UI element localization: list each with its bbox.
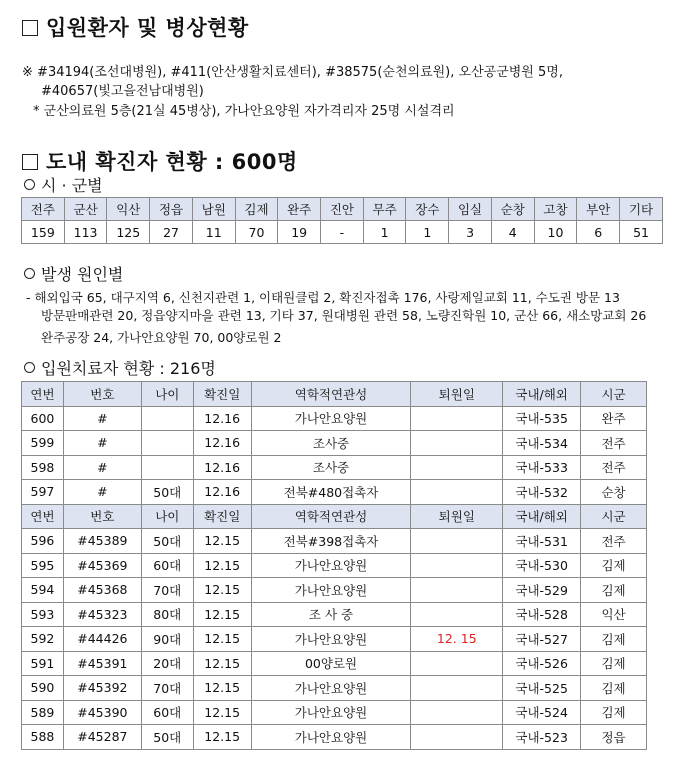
cell-age: 50대 (141, 725, 193, 750)
region-value-row (22, 221, 663, 244)
note-text: 군산의료원 5층(21실 45병상), 가나안요양원 자가격리자 25명 시설격리 (43, 104, 455, 119)
cell-id: # (63, 431, 141, 456)
section-title-confirmed (22, 146, 298, 176)
cell-age: 50대 (141, 529, 193, 554)
cell-domestic-overseas: 국내-527 (503, 627, 581, 652)
cell-epi-link: 전북#480접촉자 (251, 480, 411, 505)
cell-domestic-overseas: 국내-524 (503, 700, 581, 725)
region-header-cell: 전주 (22, 198, 65, 221)
region-header-cell: 정읍 (150, 198, 193, 221)
column-header: 연번 (22, 504, 64, 529)
table-row (22, 553, 647, 578)
cell-discharge-date (411, 455, 503, 480)
region-count-cell: 113 (64, 221, 107, 244)
cell-discharge-date (411, 431, 503, 456)
region-count-cell: 159 (22, 221, 65, 244)
cell-age: 70대 (141, 676, 193, 701)
subsection-title: 발생 원인별 (41, 265, 124, 284)
cell-domestic-overseas: 국내-533 (503, 455, 581, 480)
region-count-cell: 11 (192, 221, 235, 244)
region-count-cell: 6 (577, 221, 620, 244)
subsection-cause (24, 262, 123, 285)
cell-confirmed-date: 12.16 (193, 480, 251, 505)
region-header-cell: 임실 (449, 198, 492, 221)
note-text: #34194(조선대병원), #411(안산생활치료센터), #38575(순천의료원), 오산공군병원 5명, (37, 65, 563, 80)
table-row (22, 406, 647, 431)
cell-id: # (63, 406, 141, 431)
cell-age: 90대 (141, 627, 193, 652)
cell-discharge-date (411, 480, 503, 505)
cell-domestic-overseas: 국내-531 (503, 529, 581, 554)
cell-confirmed-date: 12.15 (193, 578, 251, 603)
cell-domestic-overseas: 국내-535 (503, 406, 581, 431)
cell-city: 전주 (581, 529, 647, 554)
cell-city: 김제 (581, 676, 647, 701)
table-row (22, 480, 647, 505)
cell-discharge-date: 12. 15 (411, 627, 503, 652)
cause-line-3: 완주공장 24, 가나안요양원 70, 00양로원 2 (41, 330, 282, 345)
cell-city: 정읍 (581, 725, 647, 750)
table-row (22, 676, 647, 701)
cell-domestic-overseas: 국내-534 (503, 431, 581, 456)
cell-confirmed-date: 12.15 (193, 676, 251, 701)
cell-seq: 598 (22, 455, 64, 480)
region-header-cell: 김제 (235, 198, 278, 221)
column-header: 나이 (141, 382, 193, 407)
cell-confirmed-date: 12.15 (193, 651, 251, 676)
cell-seq: 589 (22, 700, 64, 725)
cell-epi-link: 전북#398접촉자 (251, 529, 411, 554)
patients-table (21, 381, 647, 750)
column-header: 역학적연관성 (251, 504, 411, 529)
region-header-cell: 기타 (620, 198, 663, 221)
cell-city: 김제 (581, 651, 647, 676)
region-header-cell: 순창 (491, 198, 534, 221)
region-header-cell: 군산 (64, 198, 107, 221)
cell-age (141, 406, 193, 431)
cell-epi-link: 가나안요양원 (251, 725, 411, 750)
cell-confirmed-date: 12.15 (193, 602, 251, 627)
hospital-note-2 (33, 102, 455, 121)
patients-header-row (22, 382, 647, 407)
cell-city: 전주 (581, 431, 647, 456)
cell-confirmed-date: 12.16 (193, 431, 251, 456)
region-count-cell: 19 (278, 221, 321, 244)
column-header: 나이 (141, 504, 193, 529)
cell-epi-link: 조 사 중 (251, 602, 411, 627)
cell-confirmed-date: 12.15 (193, 725, 251, 750)
column-header: 국내/해외 (503, 382, 581, 407)
section-title-inpatients (22, 12, 249, 42)
hospital-note-1 (22, 63, 563, 82)
subsection-region (24, 173, 103, 196)
region-header-cell: 부안 (577, 198, 620, 221)
cell-discharge-date (411, 578, 503, 603)
cell-epi-link: 가나안요양원 (251, 676, 411, 701)
region-header-cell: 고창 (534, 198, 577, 221)
cell-city: 익산 (581, 602, 647, 627)
cell-epi-link: 가나안요양원 (251, 553, 411, 578)
hospital-note-1-cont: #40657(빛고을전남대병원) (41, 84, 204, 99)
cell-seq: 593 (22, 602, 64, 627)
cell-discharge-date (411, 553, 503, 578)
cause-line-1: - 해외입국 65, 대구지역 6, 신천지관련 1, 이태원클럽 2, 확진자접촉 176, 사랑제일교회 11, 수도권 방문 13 (26, 290, 620, 305)
cell-discharge-date (411, 406, 503, 431)
cell-epi-link: 조사중 (251, 431, 411, 456)
cell-domestic-overseas: 국내-530 (503, 553, 581, 578)
reference-mark: ※ (22, 65, 33, 80)
cell-id: # (63, 455, 141, 480)
cell-confirmed-date: 12.15 (193, 700, 251, 725)
region-count-cell: 1 (406, 221, 449, 244)
cell-seq: 599 (22, 431, 64, 456)
cell-confirmed-date: 12.15 (193, 553, 251, 578)
cell-confirmed-date: 12.16 (193, 455, 251, 480)
cell-epi-link: 가나안요양원 (251, 578, 411, 603)
circle-bullet-icon (24, 362, 35, 373)
table-row (22, 651, 647, 676)
region-count-cell: 1 (363, 221, 406, 244)
cell-confirmed-date: 12.15 (193, 627, 251, 652)
cell-epi-link: 가나안요양원 (251, 700, 411, 725)
cell-id: #45368 (63, 578, 141, 603)
column-header: 확진일 (193, 382, 251, 407)
column-header: 확진일 (193, 504, 251, 529)
column-header: 시군 (581, 504, 647, 529)
cell-domestic-overseas: 국내-523 (503, 725, 581, 750)
table-row (22, 627, 647, 652)
column-header: 번호 (63, 382, 141, 407)
cell-id: #45392 (63, 676, 141, 701)
table-row (22, 529, 647, 554)
table-row (22, 431, 647, 456)
region-header-cell: 진안 (321, 198, 364, 221)
column-header: 시군 (581, 382, 647, 407)
table-row (22, 700, 647, 725)
region-count-cell: 125 (107, 221, 150, 244)
cell-age: 20대 (141, 651, 193, 676)
cell-city: 완주 (581, 406, 647, 431)
cell-city: 김제 (581, 700, 647, 725)
region-header-cell: 익산 (107, 198, 150, 221)
region-table (21, 197, 663, 244)
table-row (22, 578, 647, 603)
region-count-cell: 51 (620, 221, 663, 244)
region-count-cell: 27 (150, 221, 193, 244)
patients-header-row (22, 504, 647, 529)
region-count-cell: 3 (449, 221, 492, 244)
cell-seq: 592 (22, 627, 64, 652)
cell-id: #45389 (63, 529, 141, 554)
checkbox-square-icon (22, 154, 38, 170)
cell-seq: 596 (22, 529, 64, 554)
cell-city: 김제 (581, 553, 647, 578)
region-header-cell: 장수 (406, 198, 449, 221)
cell-seq: 590 (22, 676, 64, 701)
cell-id: #45391 (63, 651, 141, 676)
cell-epi-link: 가나안요양원 (251, 627, 411, 652)
cell-discharge-date (411, 676, 503, 701)
cell-confirmed-date: 12.16 (193, 406, 251, 431)
cell-discharge-date (411, 529, 503, 554)
cell-city: 순창 (581, 480, 647, 505)
region-count-cell: - (321, 221, 364, 244)
cell-id: #44426 (63, 627, 141, 652)
region-count-cell: 70 (235, 221, 278, 244)
cell-id: # (63, 480, 141, 505)
cell-domestic-overseas: 국내-526 (503, 651, 581, 676)
cell-discharge-date (411, 651, 503, 676)
asterisk-mark: * (33, 104, 40, 119)
cell-domestic-overseas: 국내-525 (503, 676, 581, 701)
cell-age (141, 431, 193, 456)
title-text: 입원환자 및 병상현황 (46, 16, 249, 40)
cell-city: 김제 (581, 578, 647, 603)
cell-id: #45287 (63, 725, 141, 750)
cause-line-2: 방문판매관련 20, 정읍양지마을 관련 13, 기타 37, 원대병원 관련 58, 노량진학원 10, 군산 66, 새소망교회 26 (41, 308, 647, 323)
region-count-cell: 4 (491, 221, 534, 244)
circle-bullet-icon (24, 268, 35, 279)
cell-discharge-date (411, 700, 503, 725)
region-count-cell: 10 (534, 221, 577, 244)
column-header: 국내/해외 (503, 504, 581, 529)
subsection-title: 시 · 군별 (41, 176, 103, 195)
table-row (22, 455, 647, 480)
cell-epi-link: 조사중 (251, 455, 411, 480)
region-header-row (22, 198, 663, 221)
title-text: 도내 확진자 현황 : 600명 (46, 150, 298, 174)
cell-seq: 600 (22, 406, 64, 431)
column-header: 퇴원일 (411, 504, 503, 529)
cell-seq: 588 (22, 725, 64, 750)
cell-age (141, 455, 193, 480)
subsection-title: 입원치료자 현황 : 216명 (41, 359, 216, 378)
cell-city: 김제 (581, 627, 647, 652)
cell-age: 70대 (141, 578, 193, 603)
cell-domestic-overseas: 국내-532 (503, 480, 581, 505)
cell-age: 50대 (141, 480, 193, 505)
cell-id: #45390 (63, 700, 141, 725)
table-row (22, 602, 647, 627)
cell-age: 80대 (141, 602, 193, 627)
cell-city: 전주 (581, 455, 647, 480)
table-row (22, 725, 647, 750)
subsection-patients (24, 356, 216, 379)
cell-seq: 597 (22, 480, 64, 505)
circle-bullet-icon (24, 179, 35, 190)
cell-age: 60대 (141, 700, 193, 725)
cell-id: #45369 (63, 553, 141, 578)
column-header: 번호 (63, 504, 141, 529)
column-header: 역학적연관성 (251, 382, 411, 407)
region-header-cell: 남원 (192, 198, 235, 221)
cell-discharge-date (411, 725, 503, 750)
checkbox-square-icon (22, 20, 38, 36)
cell-seq: 595 (22, 553, 64, 578)
region-header-cell: 무주 (363, 198, 406, 221)
cell-epi-link: 가나안요양원 (251, 406, 411, 431)
cell-id: #45323 (63, 602, 141, 627)
cell-domestic-overseas: 국내-528 (503, 602, 581, 627)
cell-epi-link: 00양로원 (251, 651, 411, 676)
column-header: 퇴원일 (411, 382, 503, 407)
cell-seq: 594 (22, 578, 64, 603)
cell-age: 60대 (141, 553, 193, 578)
region-header-cell: 완주 (278, 198, 321, 221)
cell-confirmed-date: 12.15 (193, 529, 251, 554)
cell-discharge-date (411, 602, 503, 627)
column-header: 연번 (22, 382, 64, 407)
cell-seq: 591 (22, 651, 64, 676)
cell-domestic-overseas: 국내-529 (503, 578, 581, 603)
